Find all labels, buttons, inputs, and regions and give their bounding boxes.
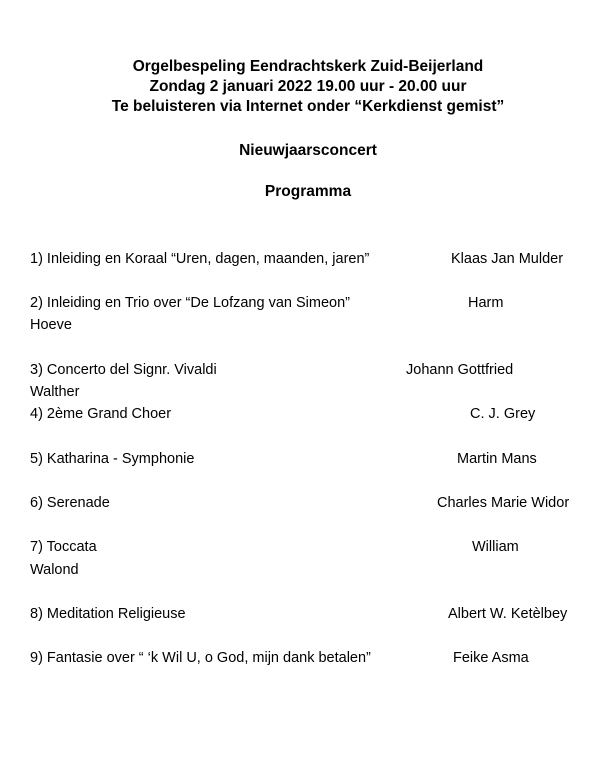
program-item-piece: 5) Katharina - Symphonie [30,451,195,467]
program-item-composer: Harm [468,295,504,311]
program-heading: Programma [264,183,352,200]
document-title: Orgelbespeling Eendrachtskerk Zuid-Beijerland [132,58,484,75]
program-item-composer-cont: Walther [30,384,80,400]
program-item-composer: Feike Asma [453,650,529,666]
program-item-composer: Albert W. Ketèlbey [448,606,568,622]
program-item-composer-cont: Hoeve [30,317,72,333]
program-item-piece: 6) Serenade [30,495,110,511]
program-item-piece: 2) Inleiding en Trio over “De Lofzang van Simeon” [30,295,350,311]
program-item-composer: Charles Marie Widor [437,495,570,511]
program-item-piece: 7) Toccata [30,539,97,555]
program-item-composer: Klaas Jan Mulder [451,251,564,267]
program-item-piece: 3) Concerto del Signr. Vivaldi [30,362,217,378]
program-item-piece: 4) 2ème Grand Choer [30,406,172,422]
program-item-composer: C. J. Grey [470,406,536,422]
program-item-composer-cont: Walond [30,562,79,578]
program-item-composer: William [472,539,519,555]
program-item-composer: Johann Gottfried [406,362,514,378]
program-item-composer: Martin Mans [457,451,537,467]
broadcast-line: Te beluisteren via Internet onder “Kerkdienst gemist” [111,98,505,115]
concert-name: Nieuwjaarsconcert [239,142,377,159]
program-item-piece: 9) Fantasie over “ ‘k Wil U, o God, mijn dank betalen” [30,650,371,666]
date-line: Zondag 2 januari 2022 19.00 uur - 20.00 uur [149,78,467,95]
program-item-piece: 1) Inleiding en Koraal “Uren, dagen, maanden, jaren” [30,251,370,267]
program-item-piece: 8) Meditation Religieuse [30,606,186,622]
